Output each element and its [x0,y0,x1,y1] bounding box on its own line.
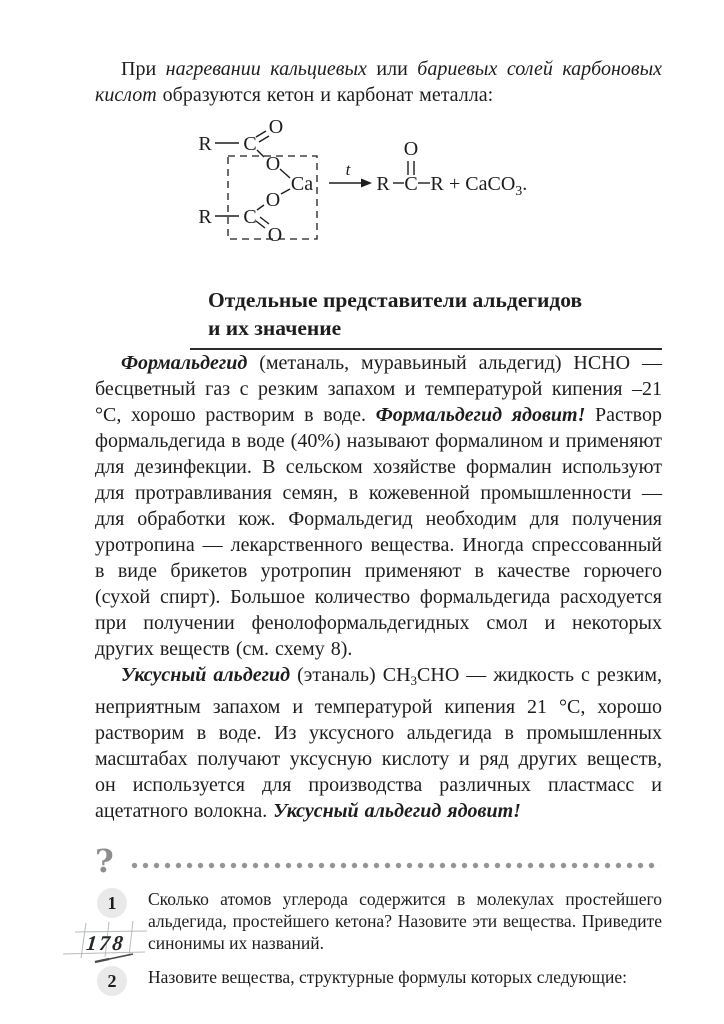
product-formula: + CaCO$_3$. [449,173,528,199]
questions-header [95,842,662,880]
section-heading-line2: и их значение [208,316,342,340]
question-item [95,966,662,996]
text-run: (метаналь, муравьиный альдегид) HCHO — бесцветный газ с резким запахом и температурой кипения –21 °С, хорошо растворим в воде. [95,352,662,426]
text-run: Формальдегид ядовит! [375,404,586,426]
bond [280,169,290,178]
atom-label: C [404,173,418,195]
atom-label: O [268,116,284,138]
atom-label: O [265,153,281,175]
text-run: При [121,58,166,80]
text-run: Уксусный альдегид ядовит! [273,800,521,822]
atom-label: R [430,173,444,195]
text-run: или [366,58,418,80]
atom-label: R [376,173,390,195]
double-bond [260,217,269,224]
atom-label: C [243,206,257,228]
arrow-condition-label: t [345,160,351,179]
formaldehyde-paragraph [95,350,662,662]
atom-label: O [265,189,281,211]
question-text: Назовите вещества, структурные формулы которых следующие: [148,967,627,987]
text-run: 3 [410,673,418,688]
bond [257,205,264,210]
question-text: Сколько атомов углерода содержится в молекулах простейшего альдегида, простейшего кетона? Назовите эти вещества. Приведите синонимы их названий. [148,889,662,953]
atom-label: C [243,133,257,155]
handwritten-page-number [45,918,165,978]
atom-label: O [403,138,419,160]
text-run: нагревании кальциевых [165,58,367,80]
section-heading [190,286,662,350]
atom-label: R [198,133,212,155]
acetaldehyde-paragraph [95,662,662,824]
text-run: образуются кетон и карбонат металла: [156,84,494,106]
section-heading-line1: Отдельные представители альдегидов [208,288,583,312]
text-run: Уксусный альдегид [121,664,291,686]
intro-paragraph [95,56,662,108]
product-atoms [376,138,527,199]
text-run: (этаналь) CH [290,664,411,686]
reaction-scheme [183,114,583,252]
reactant-atoms [198,116,313,246]
double-bond [256,131,266,137]
double-bond [256,221,265,228]
question-number: 1 [107,892,117,913]
question-number-badge [97,888,127,918]
underline-swoosh [95,954,133,962]
atom-label: R [198,206,212,228]
text-run: Раствор формальдегида в воде (40%) называют формалином и применяют для дезинфекции. В сельском хозяйстве формалин используют для протравливания семян, в кожевенной промышленности — для обработки кож. Формальдегид необходим для получения уротропина — лекарственного вещества. Иногда спрессованный в виде брикетов уротропин применяют в качестве горючего (сухой спирт). Большое количество формальдегида расходуется при получении фенолоформальдегидных смол и некоторых других веществ (см. схему 8). [95,404,662,660]
questions-section [95,842,662,996]
question-mark-icon: ? [95,842,114,880]
double-bond [259,136,269,142]
question-item [95,888,662,954]
bond [281,189,290,194]
atom-label: O [267,224,283,246]
question-number: 2 [107,970,117,991]
text-run: CHO — жидкость с резким, неприятным запахом и температурой кипения 21 °С, хорошо растворим в воде. Из уксусного альдегида в промышленных масштабах получают уксусную кислоту и ряд других веществ, он используется для производства различных пластмасс и ацетатного волокна. [95,664,662,822]
dotted-separator [130,861,660,870]
text-run: бариевых солей карбоновых кислот [95,58,662,106]
page-number-text: 178 [85,931,127,955]
atom-label: Ca [290,173,314,195]
reaction-arrow [329,160,372,188]
text-run: Формальдегид [121,352,248,374]
